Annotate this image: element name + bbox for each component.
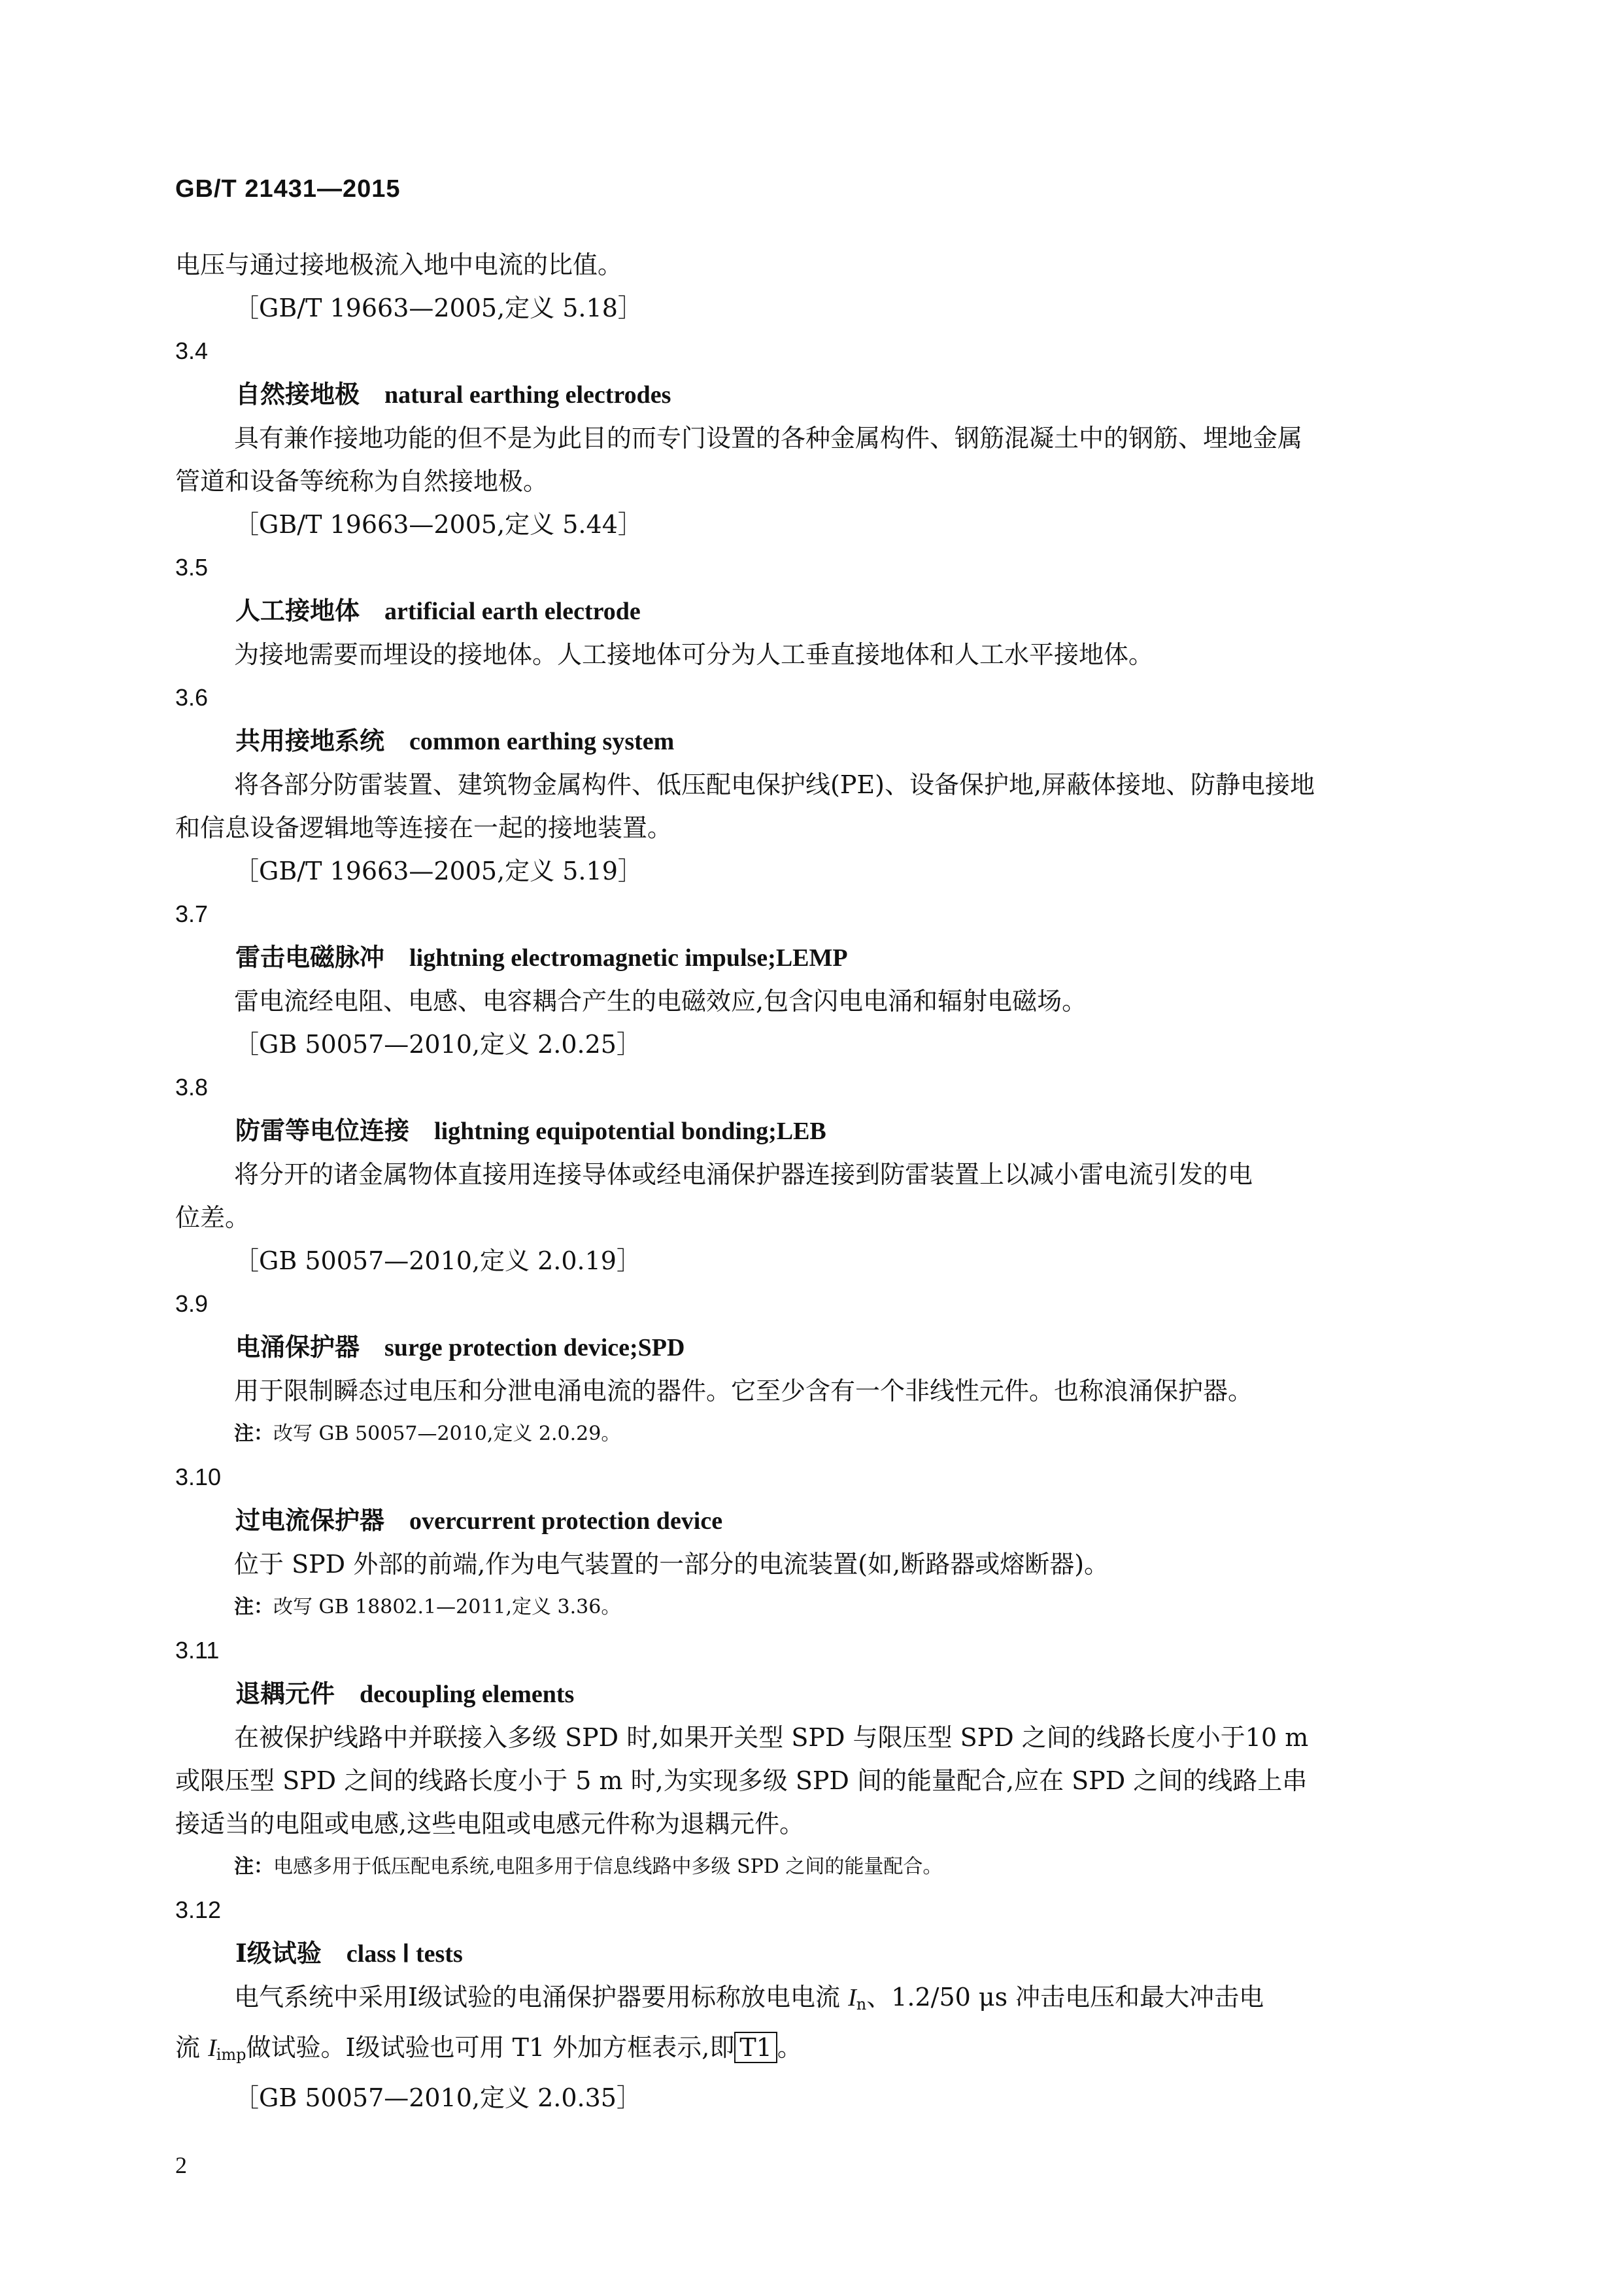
clause-number: 3.7 [175,900,209,927]
note-label: 注： [234,1855,273,1878]
definition: 雷电流经电阻、电感、电容耦合产生的电磁效应,包含闪电电涌和辐射电磁场。 [234,987,1087,1016]
definition-cont [175,2026,1450,2076]
reference: ［GB/T 19663—2005,定义 5.18］ [234,294,643,322]
reference: ［GB 50057—2010,定义 2.0.25］ [234,1030,641,1059]
term-zh: Ⅰ级试验 [235,1938,322,1968]
note [175,1845,1450,1889]
definition-cont: 接适当的电阻或电感,这些电阻或电感元件称为退耦元件。 [175,1809,805,1838]
definition: 具有兼作接地功能的但不是为此目的而专门设置的各种金属构件、钢筋混凝土中的钢筋、埋地金属 [234,424,1303,453]
note-text: 改写 GB 50057—2010,定义 2.0.29。 [273,1422,621,1445]
symbol-i: I [848,1984,856,2012]
definition-text: 做试验。Ⅰ级试验也可用 T1 外加方框表示,即 [246,2033,735,2062]
subscript-n: n [856,1995,867,2013]
term-heading [175,1932,1450,1976]
definition [175,1976,1450,2026]
definition: 将各部分防雷装置、建筑物金属构件、低压配电保护线(PE)、设备保护地,屏蔽体接地、防静电接地 [234,770,1315,799]
clause-number: 3.8 [175,1074,209,1101]
clause-number: 3.9 [175,1290,209,1317]
term-zh: 过电流保护器 [235,1505,385,1535]
term-heading [175,936,1450,980]
note-text: 改写 GB 18802.1—2011,定义 3.36。 [273,1596,621,1618]
note [175,1412,1450,1456]
note-label: 注： [234,1422,273,1445]
note [175,1586,1450,1629]
term-en: decoupling elements [360,1681,575,1708]
term-zh: 退耦元件 [235,1679,335,1708]
term-en: common earthing system [409,728,675,755]
term-en: natural earthing electrodes [384,381,671,409]
definition: 用于限制瞬态过电压和分泄电涌电流的器件。它至少含有一个非线性元件。也称浪涌保护器。 [234,1377,1253,1405]
clause-number: 3.6 [175,684,209,711]
term-en: class Ⅰ tests [346,1940,463,1968]
document-body [175,243,1450,2119]
term-zh: 人工接地体 [235,596,360,625]
definition-text: 流 [175,2033,209,2062]
symbol-i: I [208,2034,216,2062]
note-text: 电感多用于低压配电系统,电阻多用于信息线路中多级 SPD 之间的能量配合。 [273,1855,943,1878]
term-zh: 防雷等电位连接 [235,1116,410,1145]
term-en: lightning electromagnetic impulse;LEMP [409,944,848,972]
definition-text: 、1.2/50 μs 冲击电压和最大冲击电 [866,1983,1264,2012]
boxed-t1: T1 [734,2032,777,2063]
definition-text: 电气系统中采用Ⅰ级试验的电涌保护器要用标称放电电流 [234,1983,849,2012]
definition: 为接地需要而埋设的接地体。人工接地体可分为人工垂直接地体和人工水平接地体。 [234,640,1154,669]
clause-number: 3.4 [175,337,209,364]
reference: ［GB/T 19663—2005,定义 5.44］ [234,510,643,539]
term-en: surge protection device;SPD [384,1334,685,1361]
term-zh: 共用接地系统 [235,726,385,755]
definition-cont: 位差。 [175,1203,250,1232]
term-heading [175,1499,1450,1543]
definition-cont: 和信息设备逻辑地等连接在一起的接地装置。 [175,813,673,842]
term-zh: 电涌保护器 [235,1332,360,1361]
term-heading [175,373,1450,417]
reference: ［GB 50057—2010,定义 2.0.19］ [234,1246,641,1275]
clause-number: 3.11 [175,1637,220,1664]
definition-cont: 管道和设备等统称为自然接地极。 [175,467,549,496]
term-en: artificial earth electrode [384,598,641,625]
definition-text: 。 [777,2033,802,2062]
definition: 位于 SPD 外部的前端,作为电气装置的一部分的电流装置(如,断路器或熔断器)。 [234,1550,1109,1579]
subscript-imp: imp [216,2046,246,2064]
clause-number: 3.10 [175,1464,222,1490]
definition: 将分开的诸金属物体直接用连接导体或经电涌保护器连接到防雷装置上以减小雷电流引发的电 [234,1160,1253,1189]
term-en: lightning equipotential bonding;LEB [434,1118,826,1145]
term-heading [175,1672,1450,1716]
reference: ［GB 50057—2010,定义 2.0.35］ [234,2083,641,2112]
term-heading [175,1109,1450,1153]
term-heading [175,719,1450,763]
term-en: overcurrent protection device [409,1507,723,1535]
definition: 在被保护线路中并联接入多级 SPD 时,如果开关型 SPD 与限压型 SPD 之间的线路长度小于10 m [234,1723,1309,1752]
term-heading [175,1326,1450,1369]
continued-definition: 电压与通过接地极流入地中电流的比值。 [175,250,623,279]
note-label: 注： [234,1596,273,1618]
page-number: 2 [175,2152,187,2178]
definition-cont: 或限压型 SPD 之间的线路长度小于 5 m 时,为实现多级 SPD 间的能量配合,应在 SPD 之间的线路上串 [175,1766,1308,1795]
clause-number: 3.5 [175,554,209,581]
standard-code-header: GB/T 21431—2015 [175,175,401,203]
reference: ［GB/T 19663—2005,定义 5.19］ [234,857,643,885]
term-zh: 自然接地极 [235,379,360,409]
term-zh: 雷击电磁脉冲 [235,942,385,972]
clause-number: 3.12 [175,1896,222,1923]
term-heading [175,589,1450,633]
